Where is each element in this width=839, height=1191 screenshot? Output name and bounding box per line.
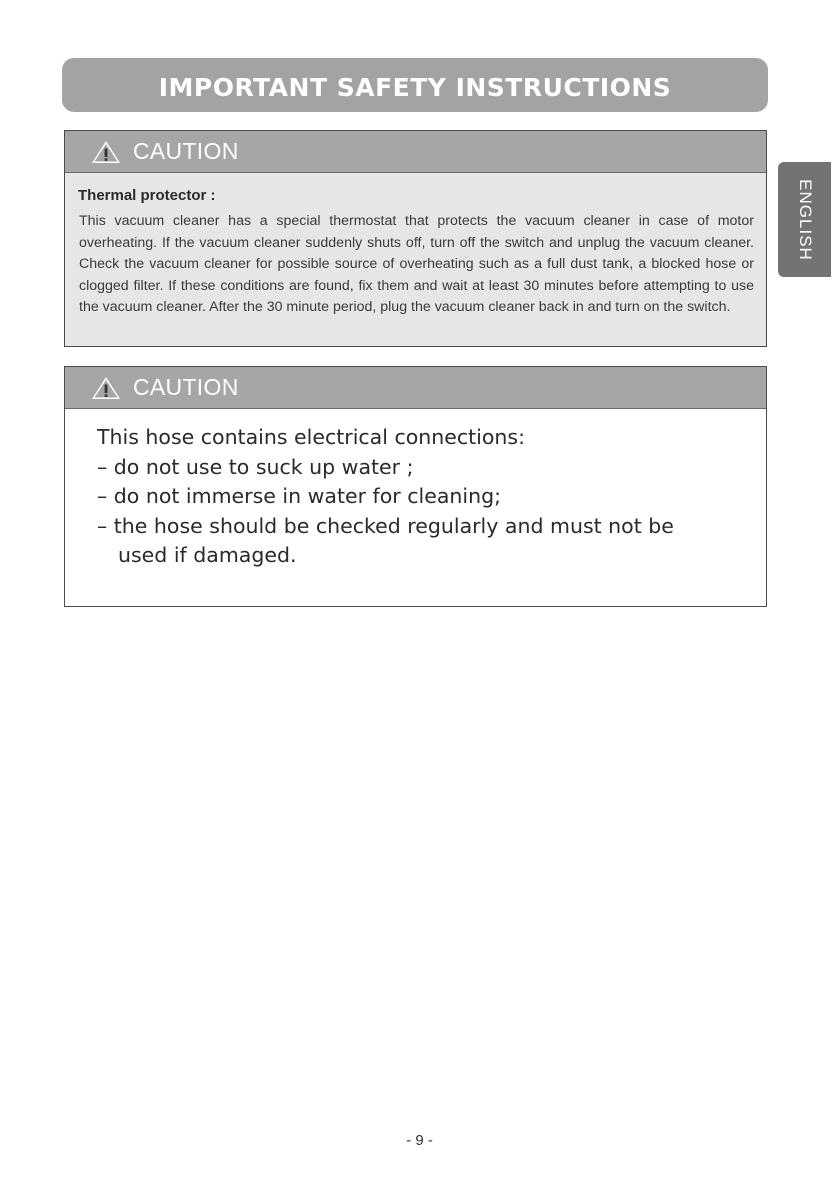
list-item-continuation: used if damaged. (118, 543, 297, 567)
page-number: - 9 - (406, 1132, 433, 1149)
warning-triangle-icon (91, 376, 121, 400)
caution-header (65, 367, 766, 409)
list-item: – do not use to suck up water ; (97, 454, 414, 479)
warning-triangle-icon (91, 140, 121, 164)
thermal-protector-text: This vacuum cleaner has a special thermostat that protects the vacuum cleaner in case of motor overheating. If the vacuum cleaner suddenly shuts off, turn off the switch and unplug the vacuum cleaner. Check the vacuum cleaner for possible source of overheating such as a full dust tank, a blocked hose or clogged filter. If these conditions are found, fix them and wait at least 30 minutes before attempting to use the vacuum cleaner. After the 30 minute period, plug the vacuum cleaner back in and turn on the switch. (79, 213, 754, 315)
caution-label: CAUTION (133, 374, 239, 400)
caution-label: CAUTION (133, 138, 239, 164)
list-item: – the hose should be checked regularly and must not be (97, 513, 674, 538)
language-tab (778, 162, 831, 277)
language-tab-label: ENGLISH (795, 178, 815, 261)
caution-box-thermal (64, 130, 767, 347)
hose-intro: This hose contains electrical connections: (97, 425, 525, 449)
page-title: IMPORTANT SAFETY INSTRUCTIONS (158, 72, 672, 102)
list-item: – do not immerse in water for cleaning; (97, 484, 501, 508)
hose-warning-text (97, 423, 674, 571)
thermal-protector-heading: Thermal protector : (78, 187, 216, 204)
title-banner (62, 58, 768, 112)
caution-box-hose (64, 366, 767, 607)
caution-header (65, 131, 766, 173)
